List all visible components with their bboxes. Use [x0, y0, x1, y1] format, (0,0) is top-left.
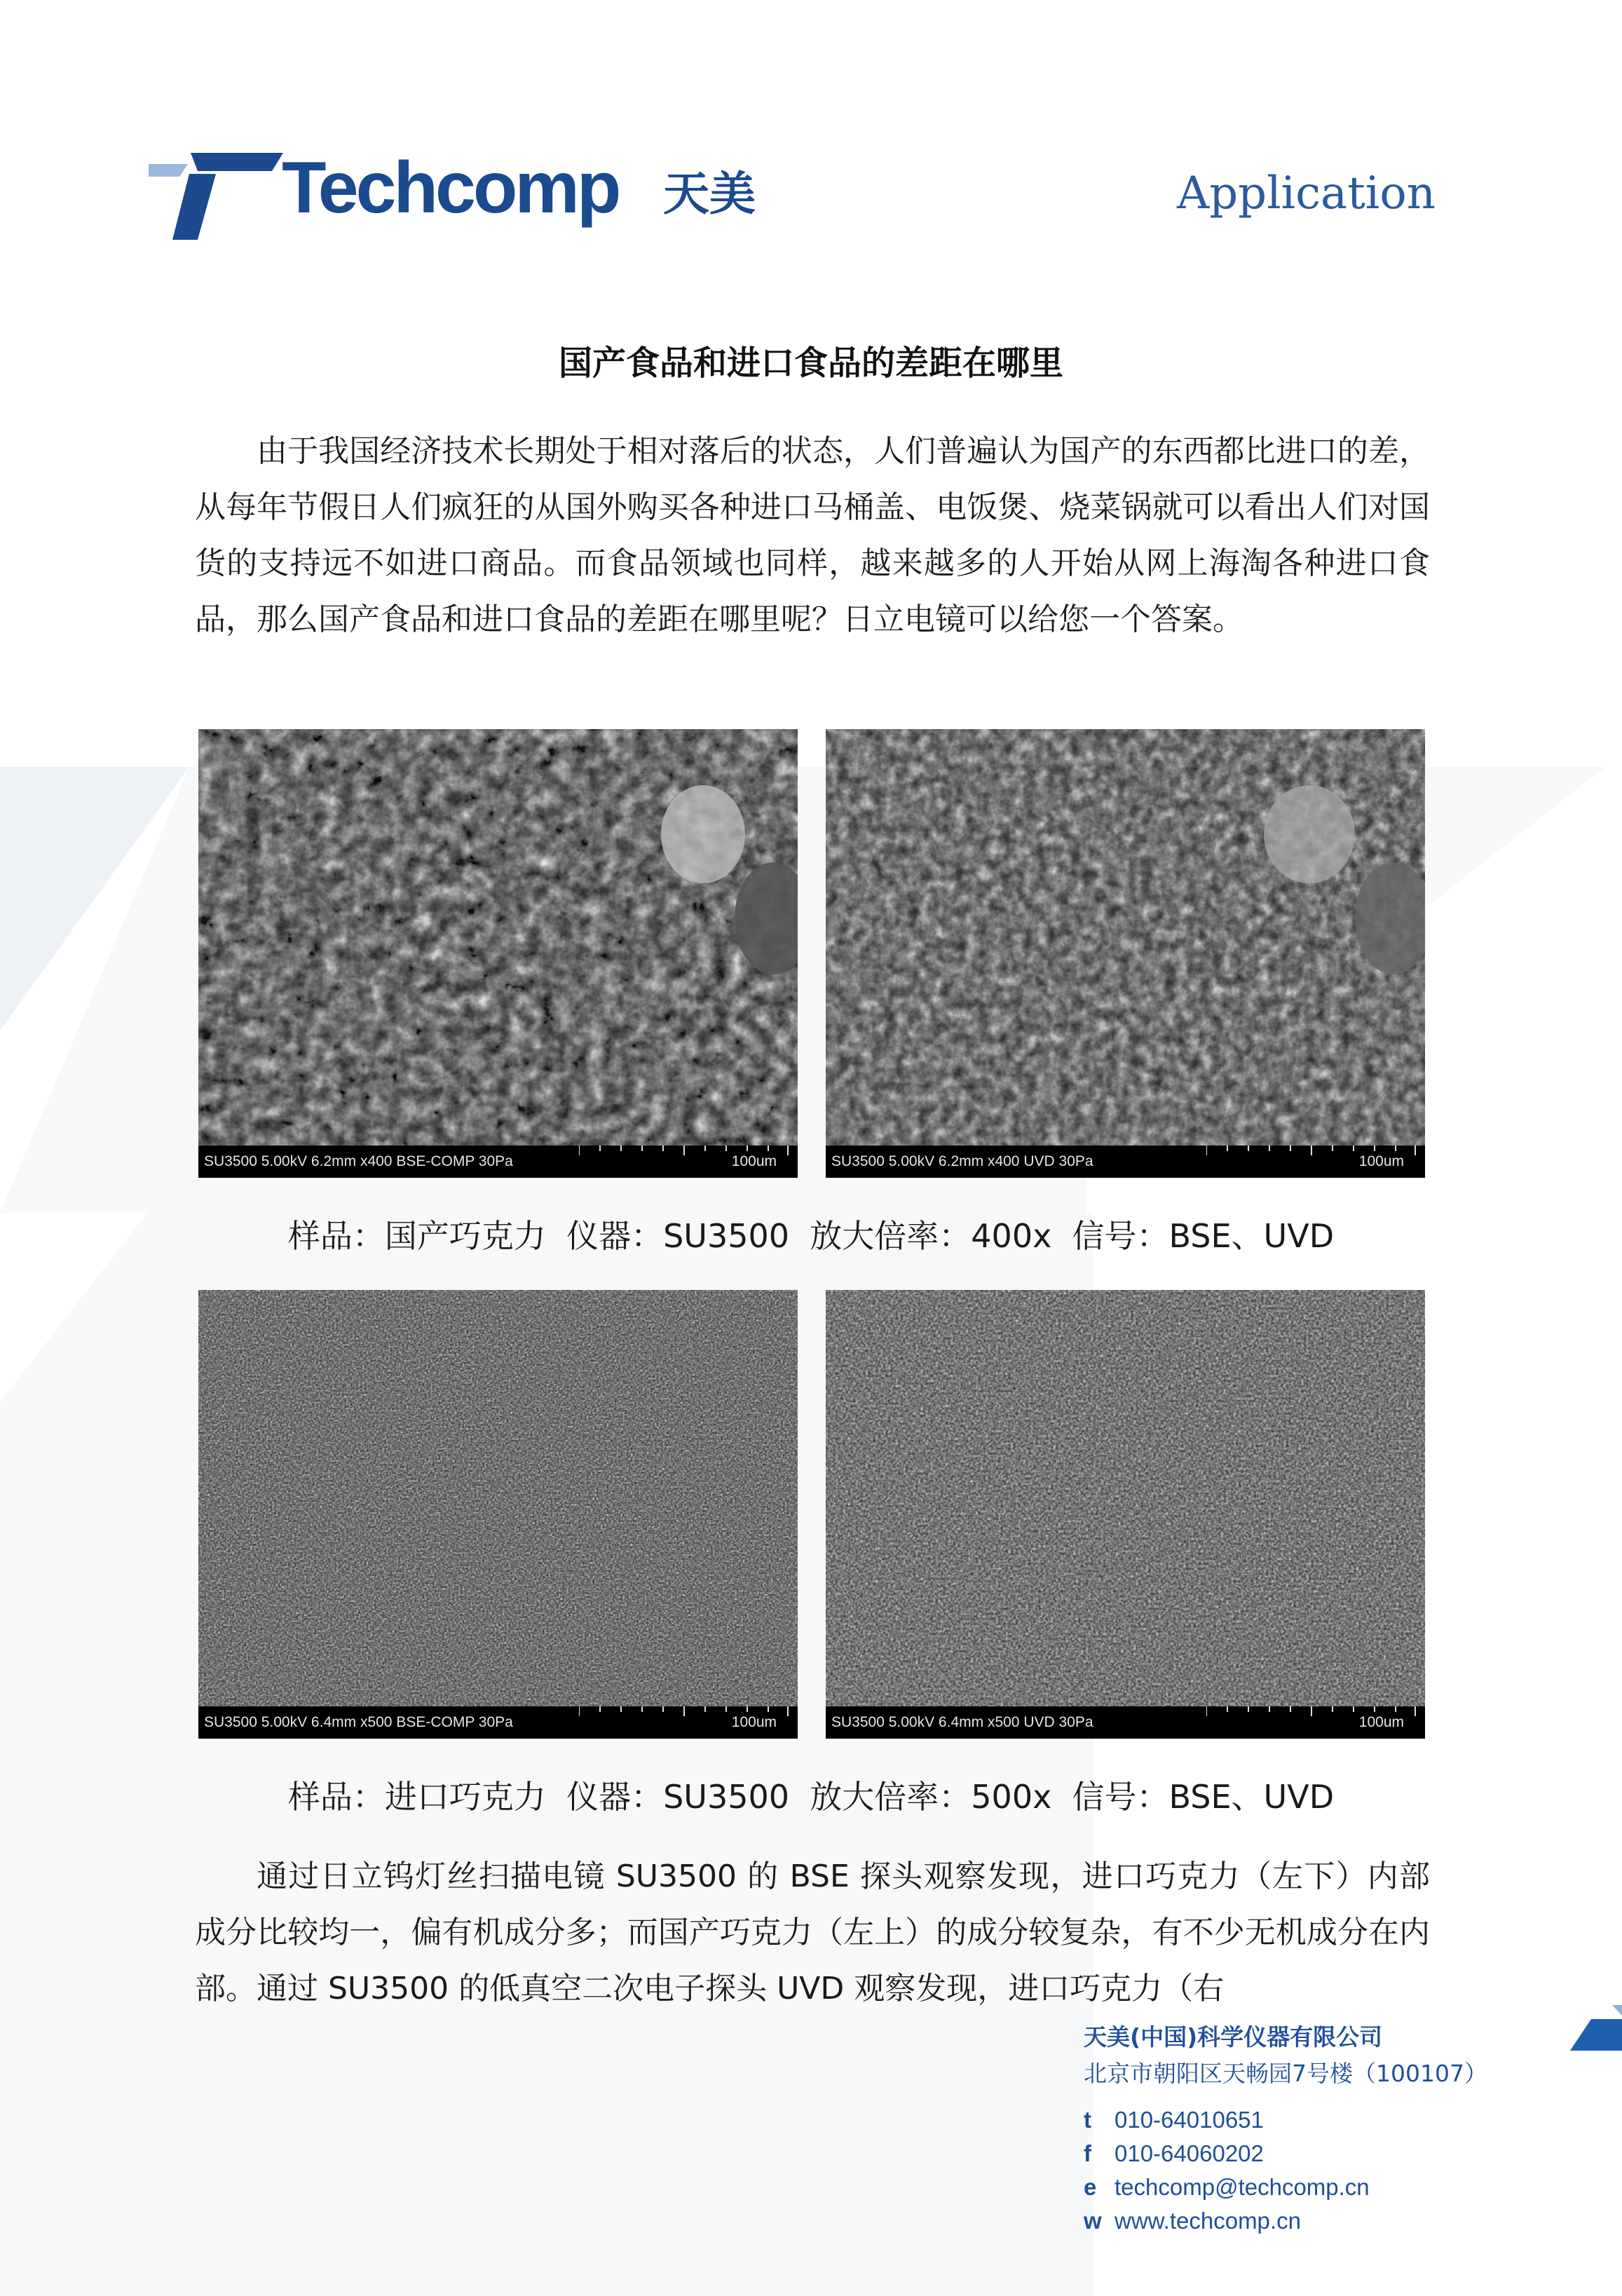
sem-micrograph — [198, 1290, 798, 1706]
sem-micrograph — [198, 729, 798, 1146]
contact-website[interactable]: w www.techcomp.cn — [1084, 2208, 1301, 2234]
sem-image-imported-bse — [198, 1290, 798, 1739]
logo-chinese-name: 天美 — [663, 167, 756, 221]
techcomp-logo-icon — [149, 153, 283, 240]
sem-image-domestic-bse — [198, 729, 798, 1178]
sem-micrograph — [826, 1290, 1425, 1706]
sem-parameters: SU3500 5.00kV 6.4mm x500 BSE-COMP 30Pa — [204, 1714, 513, 1730]
sem-info-bar — [198, 1706, 798, 1739]
company-address: 北京市朝阳区天畅园7号楼（100107） — [1084, 2060, 1487, 2087]
sem-scale: 100um — [1358, 1153, 1404, 1169]
sem-scale: 100um — [1358, 1714, 1404, 1730]
figure-caption-imported: 样品：进口巧克力 仪器：SU3500 放大倍率：500x 信号：BSE、UVD — [287, 1778, 1335, 1816]
sem-image-imported-uvd — [826, 1290, 1425, 1739]
contact-fax: f 010-64060202 — [1084, 2140, 1264, 2166]
sem-info-bar — [826, 1146, 1425, 1178]
company-name: 天美(中国)科学仪器有限公司 — [1084, 2023, 1383, 2051]
sem-parameters: SU3500 5.00kV 6.2mm x400 UVD 30Pa — [831, 1153, 1093, 1169]
logo-wordmark: Techcomp — [282, 147, 619, 229]
sem-micrograph — [826, 729, 1425, 1146]
sem-info-bar — [198, 1146, 798, 1178]
contact-phone: t 010-64010651 — [1084, 2107, 1264, 2133]
sem-scale: 100um — [731, 1153, 777, 1169]
intro-paragraph: 由于我国经济技术长期处于相对落后的状态，人们普遍认为国产的东西都比进口的差，从每年节假日人们疯狂的从国外购买各种进口马桶盖、电饭煲、烧菜锅就可以看出人们对国货的支持远不如进口商品。而食品领域也同样，越来越多的人开始从网上海淘各种进口食品，那么国产食品和进口食品的差距在哪里呢？日立电镜可以给您一个答案。 — [195, 433, 1430, 637]
figure-caption-domestic: 样品：国产巧克力 仪器：SU3500 放大倍率：400x 信号：BSE、UVD — [287, 1217, 1335, 1255]
sem-info-bar — [826, 1706, 1425, 1739]
document-title: 国产食品和进口食品的差距在哪里 — [558, 344, 1063, 383]
company-footer — [1084, 2019, 1487, 2238]
contact-email[interactable]: e techcomp@techcomp.cn — [1084, 2174, 1370, 2200]
sem-scale: 100um — [731, 1714, 777, 1730]
sem-image-domestic-uvd — [826, 729, 1425, 1178]
sem-parameters: SU3500 5.00kV 6.2mm x400 BSE-COMP 30Pa — [204, 1153, 513, 1169]
sem-parameters: SU3500 5.00kV 6.4mm x500 UVD 30Pa — [831, 1714, 1093, 1730]
application-label: Application — [1176, 168, 1436, 219]
body-paragraph: 通过日立钨灯丝扫描电镜 SU3500 的 BSE 探头观察发现，进口巧克力（左下）内部成分比较均一，偏有机成分多；而国产巧克力（左上）的成分较复杂，有不少无机成分在内部。通过 SU3500 的低真空二次电子探头 UVD 观察发现，进口巧克力（右 — [195, 1859, 1430, 2006]
